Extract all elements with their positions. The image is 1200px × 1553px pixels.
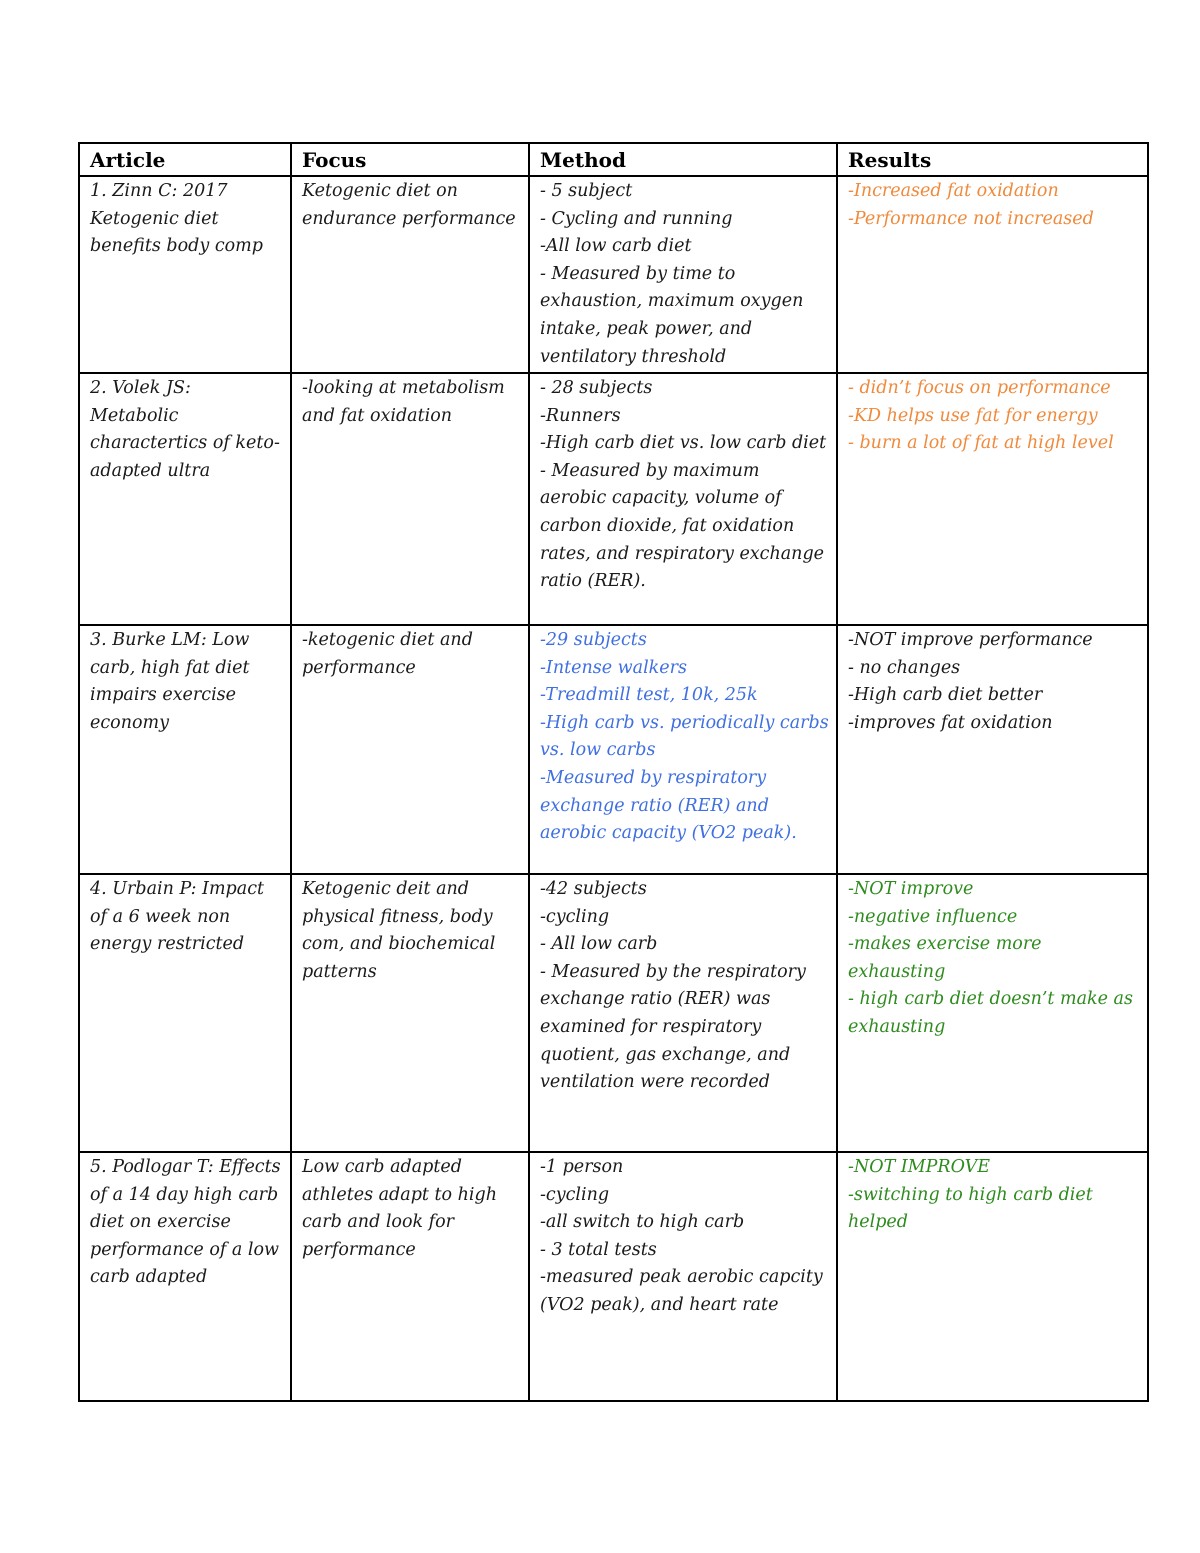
method-line: - All low carb bbox=[540, 934, 658, 955]
results-line: -NOT IMPROVE bbox=[848, 1157, 991, 1177]
method-cell bbox=[529, 176, 837, 373]
method-cell bbox=[529, 1152, 837, 1401]
method-line: -High carb diet vs. low carb diet bbox=[540, 433, 827, 454]
header-row bbox=[79, 143, 1148, 176]
method-cell bbox=[529, 874, 837, 1152]
method-line: -All low carb diet bbox=[540, 236, 692, 257]
results-cell bbox=[837, 373, 1148, 625]
results-line: -negative influence bbox=[848, 906, 1018, 927]
header-focus: Focus bbox=[291, 143, 529, 176]
method-line: -29 subjects bbox=[540, 630, 647, 650]
table-body bbox=[79, 176, 1148, 1401]
focus-line: -ketogenic diet and performance bbox=[302, 630, 473, 678]
method-line: - 3 total tests bbox=[540, 1239, 657, 1260]
focus-line: Ketogenic deit and physical fitness, body com, and biochemical patterns bbox=[302, 879, 496, 982]
table-row bbox=[79, 1152, 1148, 1401]
focus-line: Low carb adapted athletes adapt to high carb and look for performance bbox=[302, 1157, 497, 1260]
method-cell bbox=[529, 373, 837, 625]
focus-cell bbox=[291, 373, 529, 625]
article-line: 5. Podlogar T: Effects of a 14 day high carb diet on exercise performance of a low carb adapted bbox=[90, 1157, 281, 1288]
research-table bbox=[78, 142, 1149, 1402]
focus-cell bbox=[291, 625, 529, 874]
method-line: -Treadmill test, 10k, 25k bbox=[540, 685, 758, 706]
method-line: - Measured by the respiratory exchange ratio (RER) was examined for respiratory quotient, gas exchange, and ventilation were recorded bbox=[540, 961, 806, 1093]
focus-line: Ketogenic diet on endurance performance bbox=[302, 181, 516, 229]
method-line: -1 person bbox=[540, 1157, 624, 1177]
article-cell bbox=[79, 373, 291, 625]
method-line: -measured peak aerobic capcity (VO2 peak), and heart rate bbox=[540, 1267, 823, 1315]
results-line: - burn a lot of fat at high level bbox=[848, 433, 1114, 454]
header-method: Method bbox=[529, 143, 837, 176]
results-cell bbox=[837, 625, 1148, 874]
results-line: - no changes bbox=[848, 657, 961, 678]
header-article: Article bbox=[79, 143, 291, 176]
article-line: 3. Burke LM: Low carb, high fat diet impairs exercise economy bbox=[90, 630, 250, 733]
method-line: -42 subjects bbox=[540, 879, 647, 899]
header-results: Results bbox=[837, 143, 1148, 176]
method-line: -Measured by respiratory exchange ratio (RER) and aerobic capacity (VO2 peak). bbox=[540, 767, 797, 844]
results-line: -High carb diet better bbox=[848, 685, 1043, 706]
article-line: 4. Urbain P: Impact of a 6 week non energy restricted bbox=[90, 879, 265, 955]
results-line: - didn’t focus on performance bbox=[848, 378, 1111, 398]
results-line: -makes exercise more exhausting bbox=[848, 934, 1042, 982]
results-line: -NOT improve performance bbox=[848, 630, 1093, 650]
method-line: -all switch to high carb bbox=[540, 1212, 745, 1233]
table-row bbox=[79, 874, 1148, 1152]
method-line: -Intense walkers bbox=[540, 657, 687, 678]
method-line: -cycling bbox=[540, 906, 610, 927]
article-line: 1. Zinn C: 2017 Ketogenic diet benefits body comp bbox=[90, 181, 263, 257]
article-line: 2. Volek JS: Metabolic charactertics of keto-adapted ultra bbox=[90, 378, 280, 481]
results-line: -KD helps use fat for energy bbox=[848, 405, 1098, 426]
results-line: - high carb diet doesn’t make as exhausting bbox=[848, 989, 1133, 1037]
focus-cell bbox=[291, 176, 529, 373]
method-line: -High carb vs. periodically carbs vs. low carbs bbox=[540, 712, 829, 761]
results-cell bbox=[837, 176, 1148, 373]
focus-cell bbox=[291, 874, 529, 1152]
method-line: -Runners bbox=[540, 405, 621, 426]
results-line: -Increased fat oxidation bbox=[848, 181, 1059, 201]
method-line: - 28 subjects bbox=[540, 378, 653, 398]
method-line: - Cycling and running bbox=[540, 208, 733, 229]
focus-line: -looking at metabolism and fat oxidation bbox=[302, 378, 505, 426]
table-row bbox=[79, 625, 1148, 874]
focus-cell bbox=[291, 1152, 529, 1401]
results-line: -NOT improve bbox=[848, 879, 974, 899]
article-cell bbox=[79, 1152, 291, 1401]
method-line: - 5 subject bbox=[540, 181, 633, 201]
results-cell bbox=[837, 1152, 1148, 1401]
method-line: -cycling bbox=[540, 1184, 610, 1205]
table-row bbox=[79, 176, 1148, 373]
results-line: -improves fat oxidation bbox=[848, 712, 1053, 733]
method-line: - Measured by time to exhaustion, maximum oxygen intake, peak power, and ventilatory threshold bbox=[540, 263, 804, 367]
article-cell bbox=[79, 625, 291, 874]
results-line: -switching to high carb diet helped bbox=[848, 1184, 1093, 1233]
table-row bbox=[79, 373, 1148, 625]
article-cell bbox=[79, 176, 291, 373]
method-cell bbox=[529, 625, 837, 874]
article-cell bbox=[79, 874, 291, 1152]
method-line: - Measured by maximum aerobic capacity, volume of carbon dioxide, fat oxidation rates, and respiratory exchange ratio (RER). bbox=[540, 460, 825, 592]
results-cell bbox=[837, 874, 1148, 1152]
results-line: -Performance not increased bbox=[848, 208, 1094, 229]
